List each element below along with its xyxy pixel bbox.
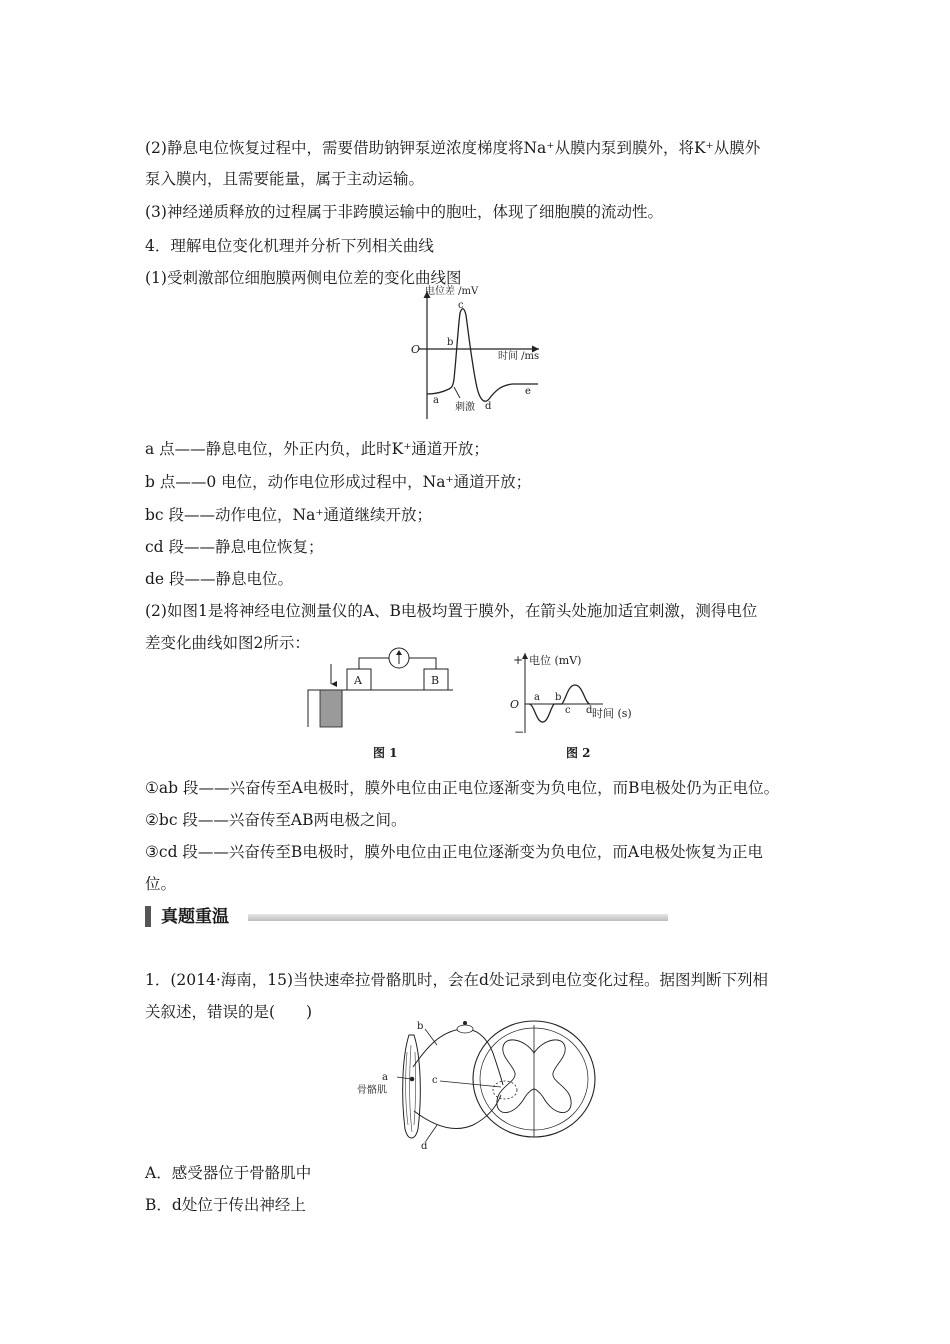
electrode-figure — [305, 645, 465, 733]
figure1-caption: 图 1 — [373, 746, 398, 760]
text-line: 位。 — [145, 875, 177, 893]
x-axis-label: 时间 (s) — [592, 707, 632, 720]
text-line: ③cd 段——兴奋传至B电极时，膜外电位由正电位逐渐变为负电位，而A电极处恢复为正电 — [145, 843, 764, 861]
biphasic-figure — [508, 647, 648, 739]
point-d-label: d — [586, 705, 593, 716]
text-line: 4．理解电位变化机理并分析下列相关曲线 — [145, 237, 434, 255]
y-axis-label: 电位差 /mV — [425, 286, 479, 297]
answer-option-b: B．d处位于传出神经上 — [145, 1196, 306, 1214]
section-title: 真题重温 — [161, 907, 229, 927]
text-line: a 点——静息电位，外正内负，此时K⁺通道开放； — [145, 440, 489, 458]
text-line: b 点——0 电位，动作电位形成过程中，Na⁺通道开放； — [145, 473, 532, 491]
text-line: bc 段——动作电位，Na⁺通道继续开放； — [145, 506, 433, 524]
label-c: c — [432, 1075, 438, 1086]
origin-label: O — [411, 343, 421, 356]
text-line: ①ab 段——兴奋传至A电极时，膜外电位由正电位逐渐变为负电位，而B电极处仍为正电位。 — [145, 779, 780, 797]
text-line: (2)静息电位恢复过程中，需要借助钠钾泵逆浓度梯度将Na⁺从膜内泵到膜外，将K⁺从膜外 — [145, 139, 761, 157]
text-line: cd 段——静息电位恢复； — [145, 538, 324, 556]
origin-label: O — [510, 698, 520, 711]
electrode-a-label: A — [354, 674, 362, 687]
text-line: 1．(2014·海南，15)当快速牵拉骨骼肌时，会在d处记录到电位变化过程。据图判断下列相 — [145, 971, 768, 989]
section-rule — [248, 914, 668, 921]
action-potential-figure — [405, 283, 550, 423]
figure2-caption: 图 2 — [566, 746, 591, 760]
text-line: (1)受刺激部位细胞膜两侧电位差的变化曲线图 — [145, 269, 462, 287]
y-axis-label: 电位 (mV) — [529, 654, 582, 667]
point-c-label: c — [565, 705, 571, 716]
text-line: 差变化曲线如图2所示： — [145, 634, 310, 652]
point-d-label: d — [485, 401, 492, 412]
text-line: 关叙述，错误的是( ) — [145, 1003, 313, 1021]
label-muscle: 骨骼肌 — [357, 1085, 387, 1096]
stimulus-pointer — [454, 387, 460, 398]
text-line: ②bc 段——兴奋传至AB两电极之间。 — [145, 811, 407, 829]
dorsal-root-ganglion — [457, 1025, 473, 1033]
text-line: de 段——静息电位。 — [145, 570, 294, 588]
label-a: a — [382, 1072, 388, 1083]
minus-sign: − — [514, 725, 525, 739]
point-b-label: b — [447, 337, 454, 348]
text-line: 泵入膜内，且需要能量，属于主动运输。 — [145, 170, 425, 188]
point-a-label: a — [534, 692, 540, 703]
answer-option-a: A．感受器位于骨骼肌中 — [145, 1164, 312, 1182]
d-pointer — [426, 1125, 437, 1141]
label-d: d — [421, 1141, 428, 1152]
point-b-label: b — [555, 692, 562, 703]
point-e-label: e — [525, 386, 531, 397]
section-marker — [145, 906, 151, 927]
label-b: b — [417, 1021, 424, 1032]
stimulus-label: 刺激 — [455, 402, 475, 413]
text-line: (2)如图1是将神经电位测量仪的A、B电极均置于膜外，在箭头处施加适宜刺激，测得电位 — [145, 602, 758, 620]
point-c-label: c — [458, 300, 464, 311]
text-line: (3)神经递质释放的过程属于非跨膜运输中的胞吐，体现了细胞膜的流动性。 — [145, 203, 663, 221]
reflex-arc-figure — [355, 1017, 600, 1152]
electrode-b-label: B — [431, 674, 440, 687]
ganglion-cell — [463, 1021, 467, 1025]
stimulated-region — [320, 690, 342, 727]
plus-sign: + — [513, 653, 524, 667]
point-a-label: a — [433, 395, 439, 406]
b-pointer — [425, 1029, 437, 1045]
x-axis-label: 时间 /ms — [498, 351, 540, 362]
